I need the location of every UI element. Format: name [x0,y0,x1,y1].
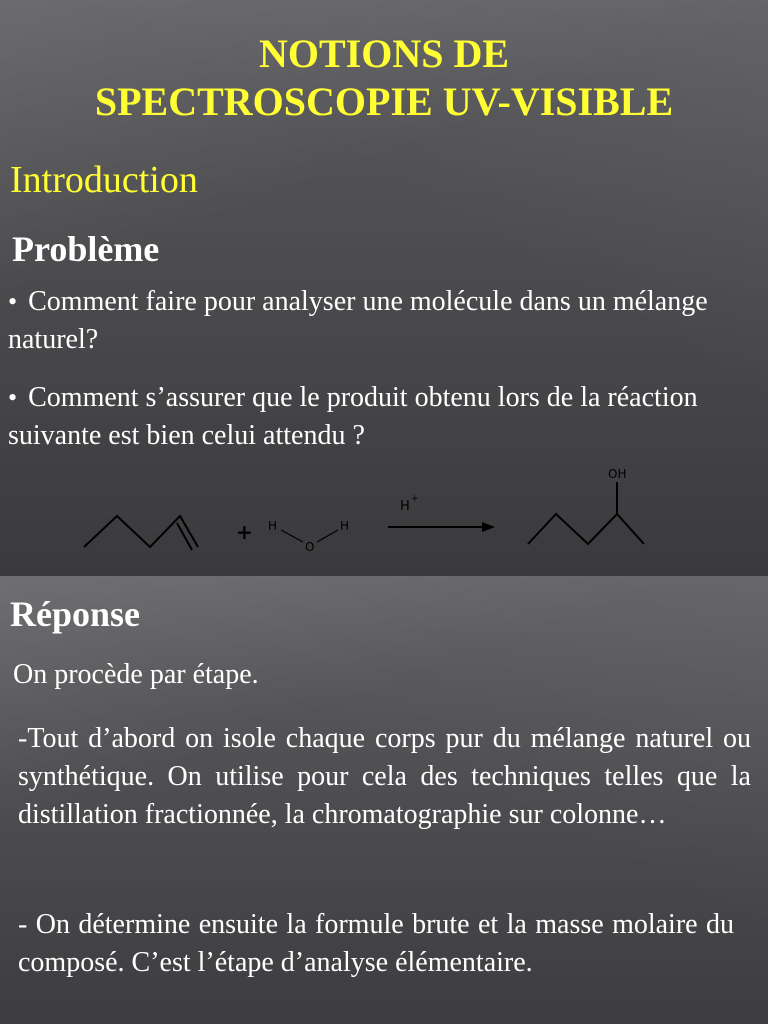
paragraph-isolation: -Tout d’abord on isole chaque corps pur du mélange naturel ou synthétique. On utilise pour cela des techniques telles que la distillation fractionnée, la chromatographie sur colonne… [18,723,751,830]
bullet-marker: • [8,383,18,412]
plus-sign: + [236,520,253,544]
butanol-molecule [528,482,644,544]
water-molecule [268,519,349,554]
catalyst-label: H [400,499,410,514]
title-line-1: NOTIONS DE [258,31,510,76]
intro-paragraph: On procède par étape. [13,659,259,690]
reaction-scheme [0,458,768,576]
slide-response [0,576,768,1024]
bullet-text: Comment s’assurer que le produit obtenu lors de la réaction suivante est bien celui attendu ? [8,382,698,451]
bullet-item-reaction [8,379,748,455]
water-h-left: H [268,519,278,533]
bullet-text: Comment faire pour analyser une molécule dans un mélange naturel? [8,286,708,355]
catalyst-charge: + [411,494,419,504]
title-line-2: SPECTROSCOPIE UV-VISIBLE [94,79,674,124]
slide-title [0,30,768,126]
problem-heading: Problème [12,229,160,269]
section-heading-introduction: Introduction [10,159,198,201]
bullet-item-analyse [8,283,748,359]
water-h-right: H [340,519,350,533]
response-heading: Réponse [10,594,141,634]
bullet-marker: • [8,287,18,316]
water-o: O [305,540,315,554]
paragraph-elementary-analysis: - On détermine ensuite la formule brute et la masse molaire du composé. C’est l’étape d’analyse élémentaire. [18,909,734,978]
reaction-diagram [0,458,768,576]
reaction-arrow [388,522,495,532]
product-hydroxyl: OH [608,467,627,481]
butene-molecule [84,516,198,550]
